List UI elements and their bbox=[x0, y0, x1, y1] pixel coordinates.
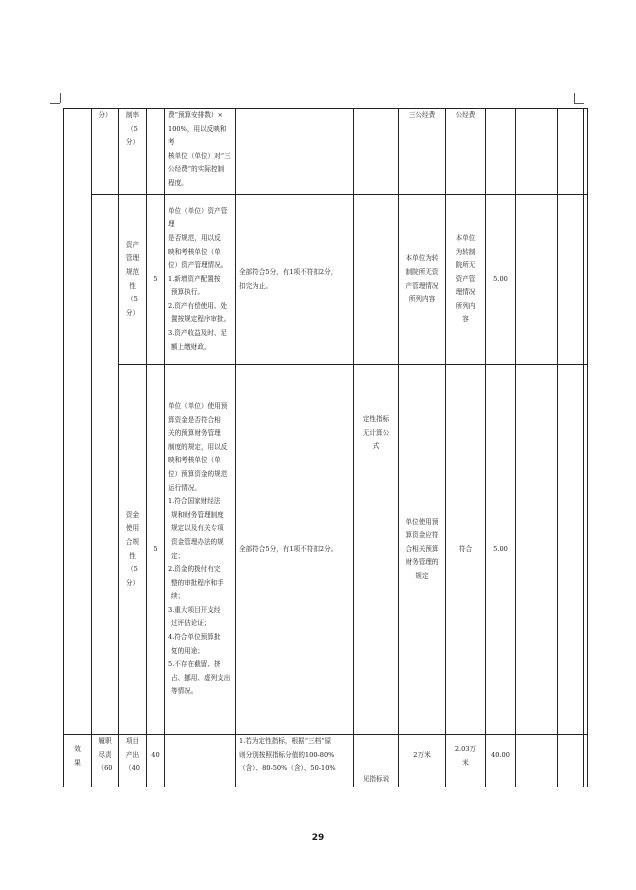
target-cell: 本单位为转 制院所无资 产管理情况 所列内容 bbox=[399, 195, 446, 365]
table-row bbox=[64, 109, 588, 195]
subcategory-cell: 履职 尽责 （60 bbox=[92, 735, 119, 787]
method-cell: 见指标说 bbox=[354, 735, 399, 787]
rule-cell: 全部符合5分，有1项不符扣2分， 扣完为止。 bbox=[236, 195, 354, 365]
indicator-cell: 项目 产出 （40 bbox=[119, 735, 147, 787]
actual-cell: 本单位 为转制 院所无 资产管 理情况 所列内 容 bbox=[446, 195, 486, 365]
actual-cell: 公经费 bbox=[446, 109, 486, 195]
indicator-cell: 资金 使用 合规 性 （5 分） bbox=[119, 365, 147, 735]
rule-cell: 全部符合5分，有1项不符扣2分。 bbox=[236, 365, 354, 735]
blank-cell bbox=[584, 735, 588, 787]
blank-cell bbox=[516, 109, 558, 195]
crop-mark bbox=[574, 93, 575, 103]
category-cell: 效 果 bbox=[64, 735, 92, 787]
method-cell: 定性指标 无计算公 式 bbox=[354, 365, 399, 735]
blank-cell bbox=[516, 195, 558, 365]
method-cell bbox=[354, 195, 399, 365]
category-cell bbox=[64, 109, 92, 735]
blank-cell bbox=[584, 365, 588, 735]
description-cell: 单位（单位）使用预 算资金是否符合相 关的预算财务管理 制度的规定，用以反 映和考核单位（单 位）预算资金的规范 运行情况。 1.符合国家财经法 规和财务管理制度 规定以及有关专项 资金管理办法的规 定； 2.资金的拨付有完 整的审批程序和手 续； 3.重大项目开支经 过评估论证； 4.符合单位预算批 复的用途； 5.不存在截留、挤 占、挪用、虚列支出 等情况。 bbox=[165, 365, 236, 735]
blank-cell bbox=[558, 365, 584, 735]
evaluation-table bbox=[63, 108, 588, 787]
subcategory-cell bbox=[92, 195, 119, 735]
target-cell: 单位使用预 算资金应符 合相关预算 财务管理的 规定 bbox=[399, 365, 446, 735]
target-cell: 2万米 bbox=[399, 735, 446, 787]
points-cell: 40 bbox=[147, 735, 165, 787]
crop-mark bbox=[574, 103, 584, 104]
blank-cell bbox=[558, 109, 584, 195]
blank-cell bbox=[516, 735, 558, 787]
page-number: 29 bbox=[311, 833, 325, 843]
method-cell bbox=[354, 109, 399, 195]
score-cell: 5.00 bbox=[486, 365, 516, 735]
actual-cell: 符合 bbox=[446, 365, 486, 735]
blank-cell bbox=[516, 365, 558, 735]
blank-cell bbox=[558, 195, 584, 365]
actual-cell: 2.03万 米 bbox=[446, 735, 486, 787]
indicator-cell: 制率 （5 分） bbox=[119, 109, 147, 195]
target-cell: 三公经费 bbox=[399, 109, 446, 195]
table-row bbox=[64, 195, 588, 365]
subcategory-cell: 分） bbox=[92, 109, 119, 195]
table-row bbox=[64, 735, 588, 787]
description-cell: 单位（单位）资产管理 是否规范，用以反 映和考核单位（单 位）资产管理情况。 1.新增资产配置按 预算执行。 2.资产有偿使用、处 置按规定程序审批。 3.资产收益及时、足 额上缴财政。 bbox=[165, 195, 236, 365]
blank-cell bbox=[584, 109, 588, 195]
crop-mark bbox=[60, 93, 61, 103]
crop-mark bbox=[50, 103, 60, 104]
blank-cell bbox=[558, 735, 584, 787]
points-cell: 5 bbox=[147, 195, 165, 365]
rule-cell bbox=[236, 109, 354, 195]
rule-cell: 1.若为定性指标，根据“三档”原 则分别按照指标分值的100-80% （含）、80-50%（含）、50-10% bbox=[236, 735, 354, 787]
score-cell: 40.00 bbox=[486, 735, 516, 787]
points-cell bbox=[147, 109, 165, 195]
description-cell bbox=[165, 735, 236, 787]
description-cell: 费”预算安排数）× 100%，用以反映和考 核单位（单位）对“三 公经费”的实际控制 程度。 bbox=[165, 109, 236, 195]
score-cell bbox=[486, 109, 516, 195]
table-row bbox=[64, 365, 588, 735]
points-cell: 5 bbox=[147, 365, 165, 735]
score-cell: 5.00 bbox=[486, 195, 516, 365]
blank-cell bbox=[584, 195, 588, 365]
indicator-cell: 资产 管理 规范 性 （5 分） bbox=[119, 195, 147, 365]
